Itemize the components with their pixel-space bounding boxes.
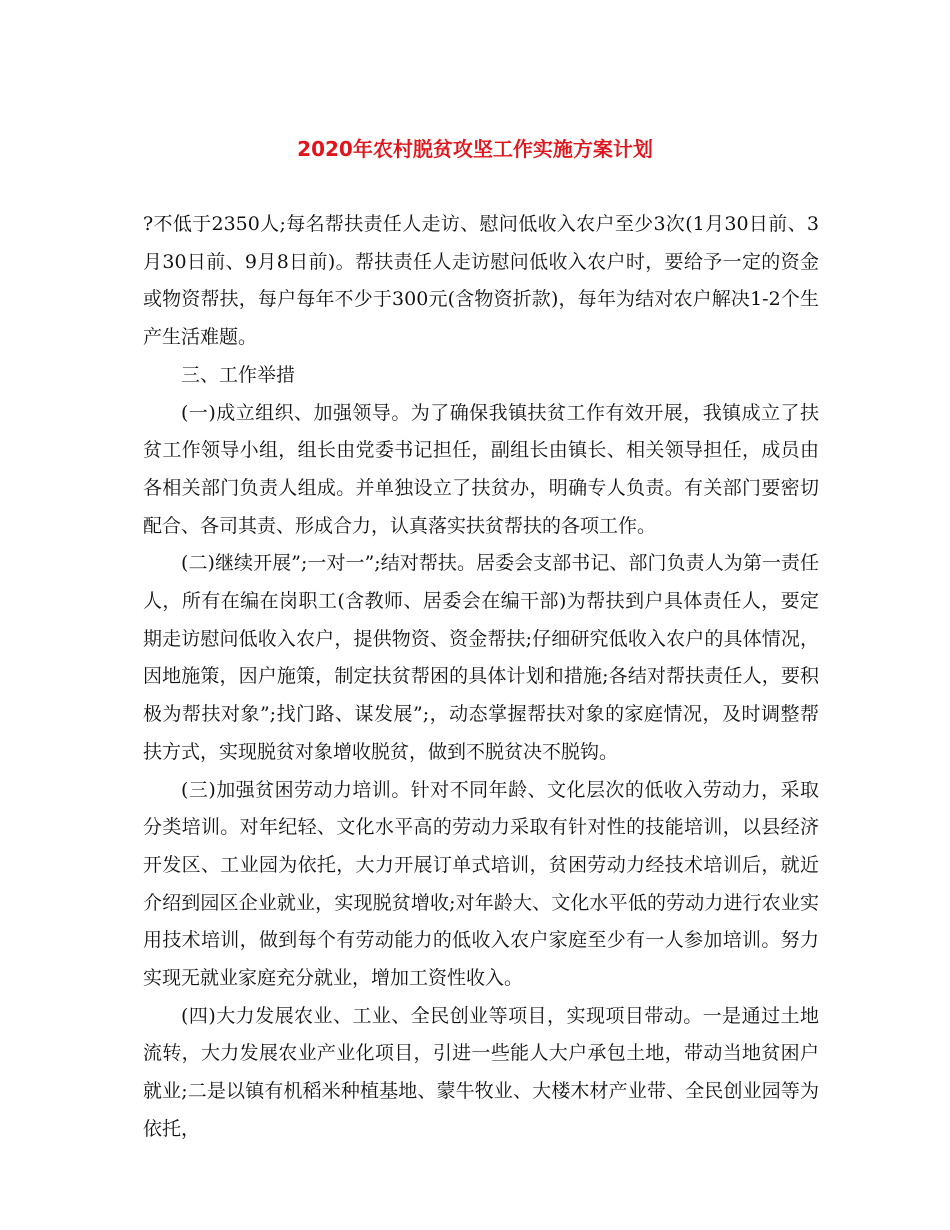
paragraph-measure-1: (一)成立组织、加强领导。为了确保我镇扶贫工作有效开展，我镇成立了扶贫工作领导小组，组长由党委书记担任，副组长由镇长、相关领导担任，成员由各相关部门负责人组成。并单独设立了扶贫办，明确专人负责。有关部门要密切配合、各司其责、形成合力，认真落实扶贫帮扶的各项工作。	[143, 401, 819, 537]
document-title: 2020年农村脱贫攻坚工作实施方案计划	[297, 137, 653, 161]
section-heading-work-measures: 三、工作举措	[181, 363, 296, 386]
paragraph-measure-3: (三)加强贫困劳动力培训。针对不同年龄、文化层次的低收入劳动力，采取分类培训。对年纪轻、文化水平高的劳动力采取有针对性的技能培训，以县经济开发区、工业园为依托，大力开展订单式培训，贫困劳动力经技术培训后，就近介绍到园区企业就业，实现脱贫增收;对年龄大、文化水平低的劳动力进行农业实用技术培训，做到每个有劳动能力的低收入农户家庭至少有一人参加培训。努力实现无就业家庭充分就业，增加工资性收入。	[143, 778, 819, 990]
paragraph-continuation: ?不低于2350人;每名帮扶责任人走访、慰问低收入农户至少3次(1月30日前、3月30日前、9月8日前)。帮扶责任人走访慰问低收入农户时，要给予一定的资金或物资帮扶，每户每年不少于300元(含物资折款)，每年为结对农户解决1-2个生产生活难题。	[143, 213, 819, 349]
paragraph-measure-4: (四)大力发展农业、工业、全民创业等项目，实现项目带动。一是通过土地流转，大力发展农业产业化项目，引进一些能人大户承包土地，带动当地贫困户就业;二是以镇有机稻米种植基地、蒙牛牧业、大楼木材产业带、全民创业园等为依托，	[143, 1004, 819, 1140]
paragraph-measure-2: (二)继续开展”;一对一”;结对帮扶。居委会支部书记、部门负责人为第一责任人，所有在编在岗职工(含教师、居委会在编干部)为帮扶到户具体责任人，要定期走访慰问低收入农户，提供物资、资金帮扶;仔细研究低收入农户的具体情况，因地施策，因户施策，制定扶贫帮困的具体计划和措施;各结对帮扶责任人，要积极为帮扶对象”;找门路、谋发展”;，动态掌握帮扶对象的家庭情况，及时调整帮扶方式，实现脱贫对象增收脱贫，做到不脱贫决不脱钩。	[143, 552, 819, 763]
document-body	[143, 206, 819, 1149]
